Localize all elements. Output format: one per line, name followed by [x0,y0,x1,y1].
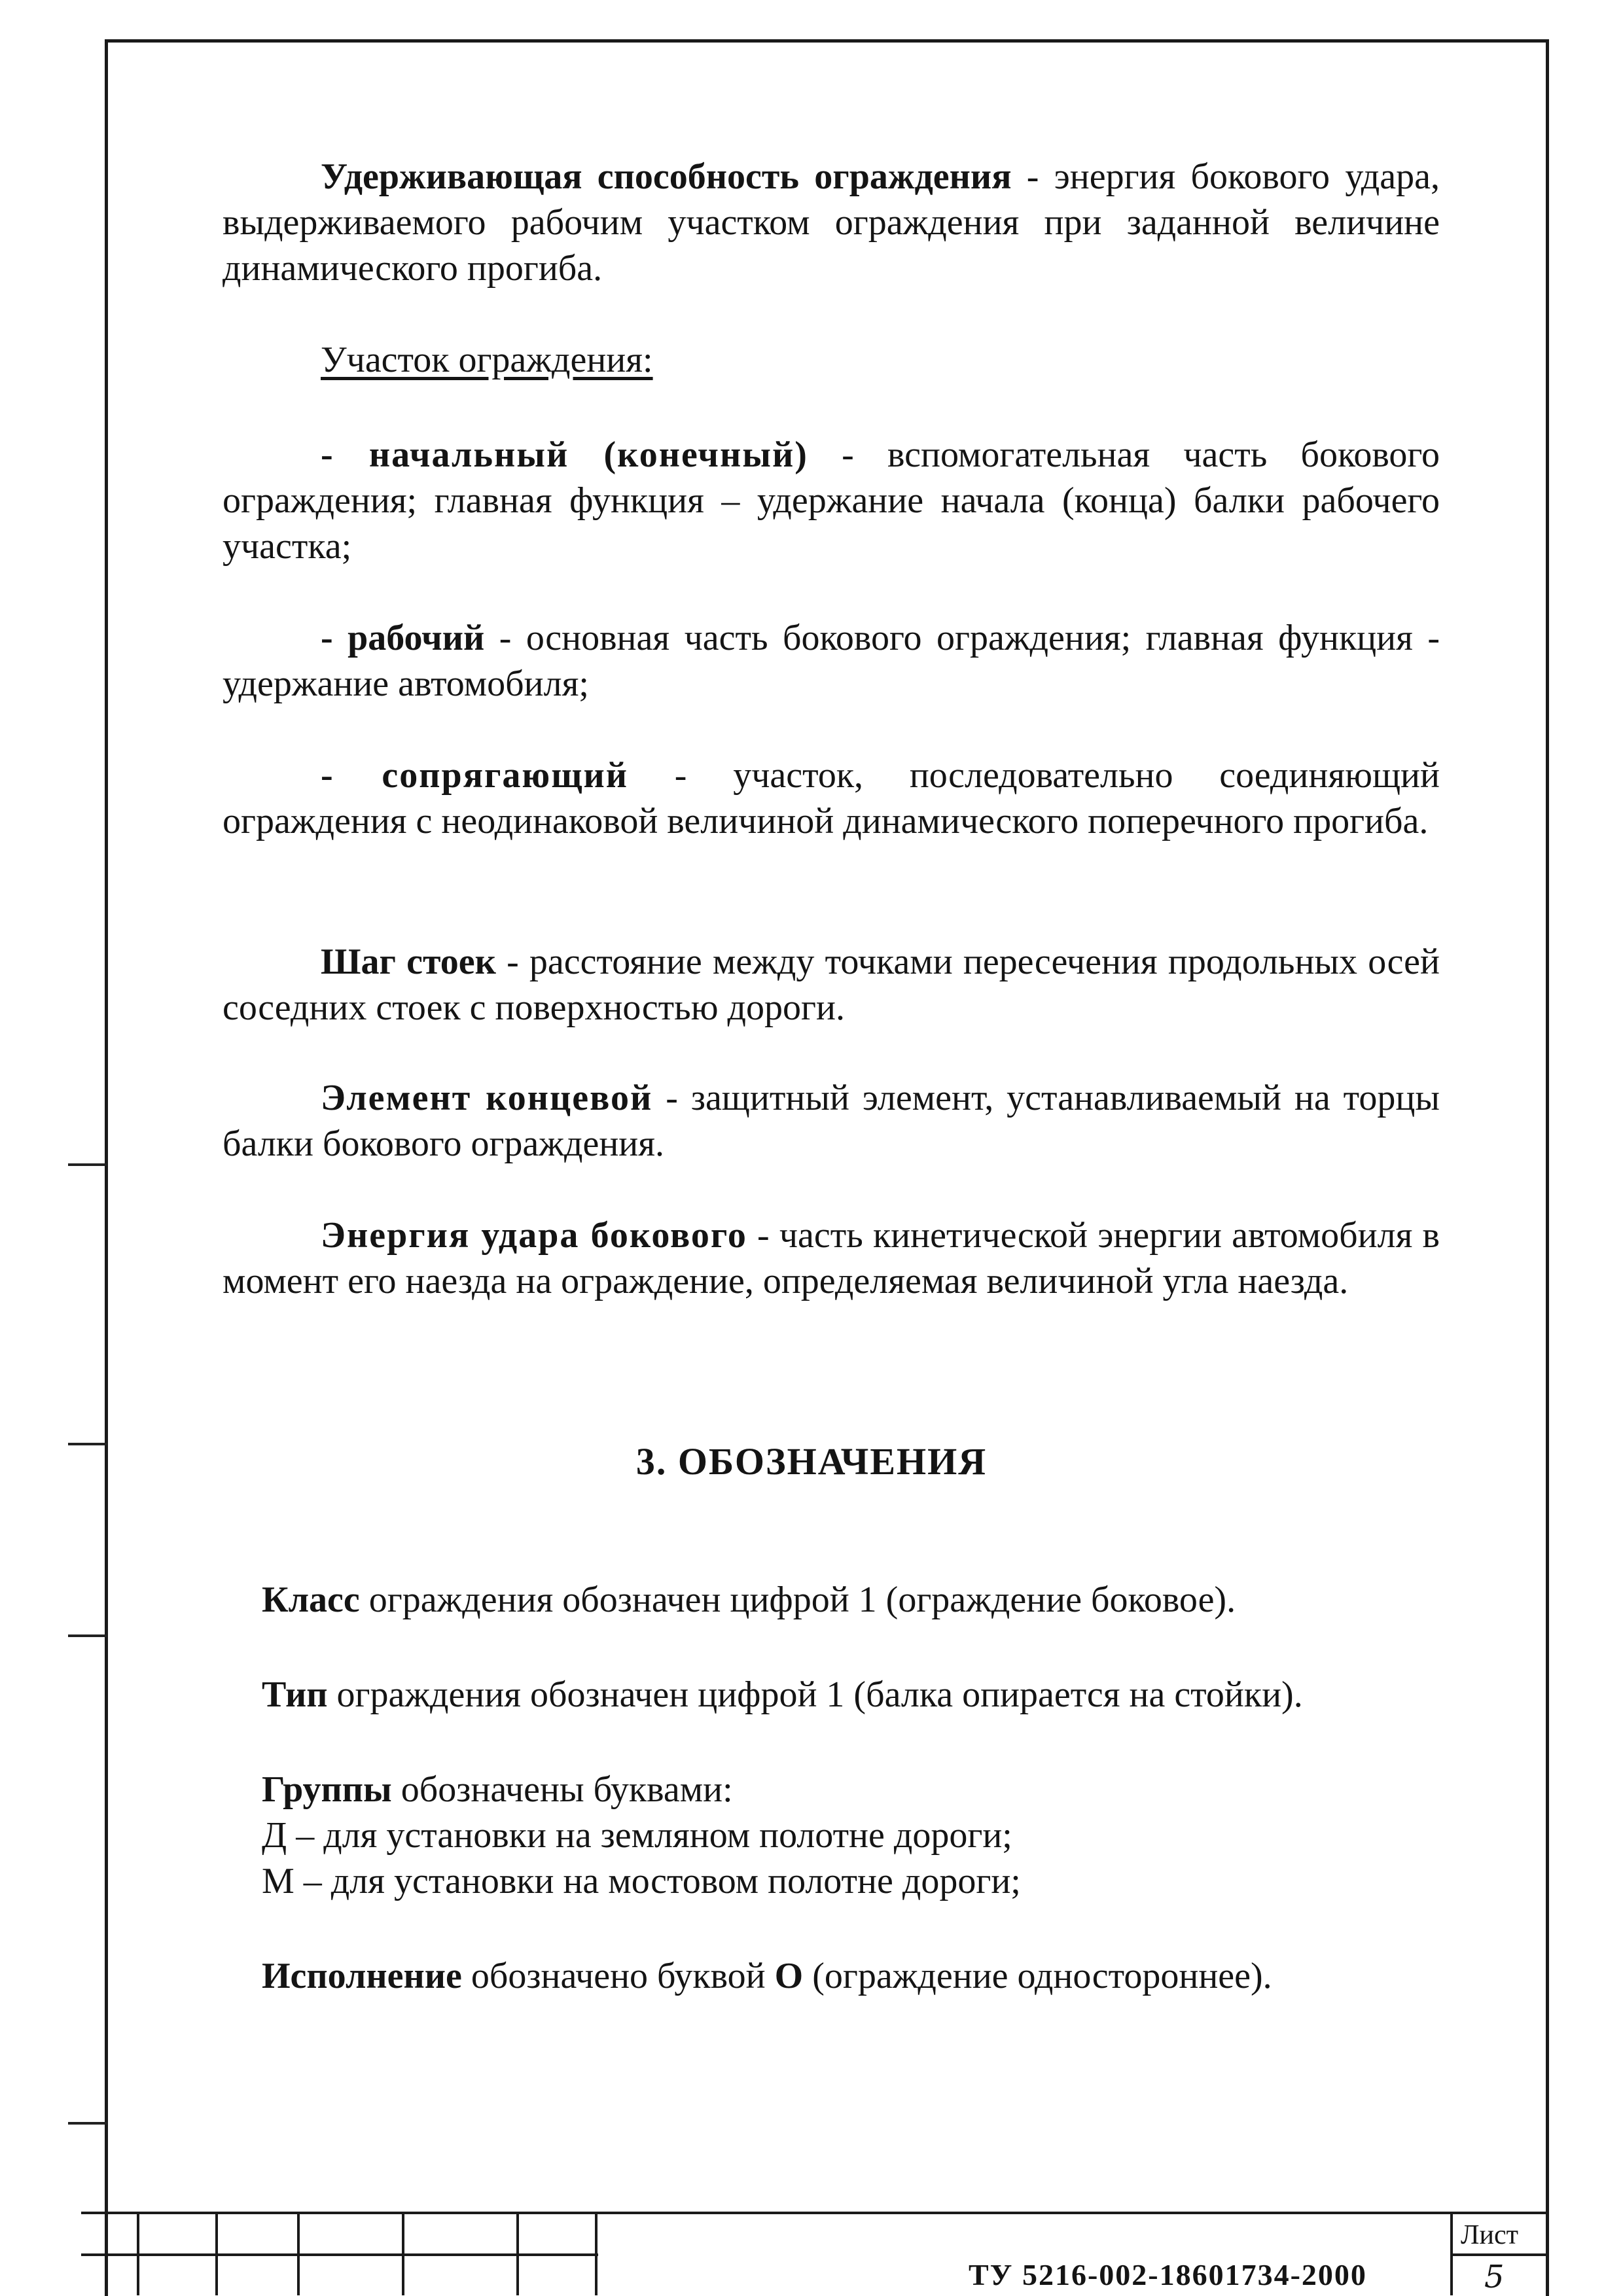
definition-text: - расстояние между точками пересечения продольных осей соседних стоек с поверхностью дороги. [223,942,1440,1028]
definition-end-element [223,1075,1440,1167]
definition-text: - вспомогательная часть бокового ограждения; главная функция – удержание начала (конца) балки рабочего участка; [223,434,1440,567]
definition-term: - рабочий [321,618,485,658]
definition-text: - часть кинетической энергии автомобиля в момент его наезда на ограждение, определяемая величиной угла наезда. [223,1215,1440,1301]
designation-execution [262,1953,1272,1999]
definition-term: Удерживающая способность ограждения [321,156,1012,197]
designation-letter: О [774,1956,804,1996]
stamp-rule [297,2212,300,2295]
stamp-rule [81,2253,598,2256]
stamp-rule [81,2212,1549,2214]
definition-holding-capacity [223,154,1440,291]
stamp-rule [516,2212,519,2295]
binding-mark [68,2122,107,2125]
stamp-rule [402,2212,404,2295]
stamp-rule [137,2212,139,2295]
definition-text: - защитный элемент, устанавливаемый на торцы балки бокового ограждения. [223,1078,1440,1164]
definition-term: Элемент концевой [321,1078,653,1118]
stamp-rule [215,2212,218,2295]
designation-text: обозначены буквами: [391,1769,733,1810]
definition-text: - энергия бокового удара, выдерживаемого рабочим участком ограждения при заданной величине динамического прогиба. [223,156,1440,289]
stamp-rule [1450,2212,1453,2295]
designation-text: обозначено буквой [461,1956,775,1996]
designation-group-d: Д – для установки на земляном полотне дороги; [262,1815,1012,1856]
stamp-rule [595,2212,597,2295]
designation-bold: Тип [262,1674,328,1715]
designation-type [262,1672,1303,1718]
definition-post-spacing [223,939,1440,1031]
subheading-barrier-section [223,337,1440,383]
definition-initial-section [223,432,1440,569]
designation-bold: Класс [262,1580,360,1620]
designation-tail: (ограждение одностороннее). [803,1956,1272,1996]
definition-text: - основная часть бокового ограждения; главная функция - удержание автомобиля; [223,618,1440,704]
definition-term: - начальный (конечный) [321,434,808,475]
binding-mark [68,1634,107,1637]
definition-working-section [223,615,1440,707]
definition-term: - сопрягающий [321,755,629,796]
definition-connecting-section [223,752,1440,844]
section-title: 3. ОБОЗНАЧЕНИЯ [635,1440,988,1483]
document-code: ТУ 5216-002-18601734-2000 [969,2258,1367,2291]
subheading-text: Участок ограждения: [321,340,653,380]
definition-term: Энергия удара бокового [321,1215,747,1256]
designation-text: ограждения обозначен цифрой 1 (ограждение боковое). [359,1580,1236,1620]
designation-text: ограждения обозначен цифрой 1 (балка опирается на стойки). [327,1674,1303,1715]
sheet-label: Лист [1461,2220,1518,2250]
designation-bold: Исполнение [262,1956,462,1996]
designation-class [262,1577,1236,1623]
definition-text: - участок, последовательно соединяющий ограждения с неодинаковой величиной динамического поперечного прогиба. [223,755,1440,841]
designation-bold: Группы [262,1769,392,1810]
definition-term: Шаг стоек [321,942,496,982]
designation-group-m: М – для установки на мостовом полотне дороги; [262,1861,1021,1901]
sheet-number: 5 [1484,2259,1505,2295]
stamp-rule [1450,2253,1549,2256]
designation-groups [262,1767,733,1812]
binding-mark [68,1163,107,1166]
definition-impact-energy [223,1212,1440,1304]
